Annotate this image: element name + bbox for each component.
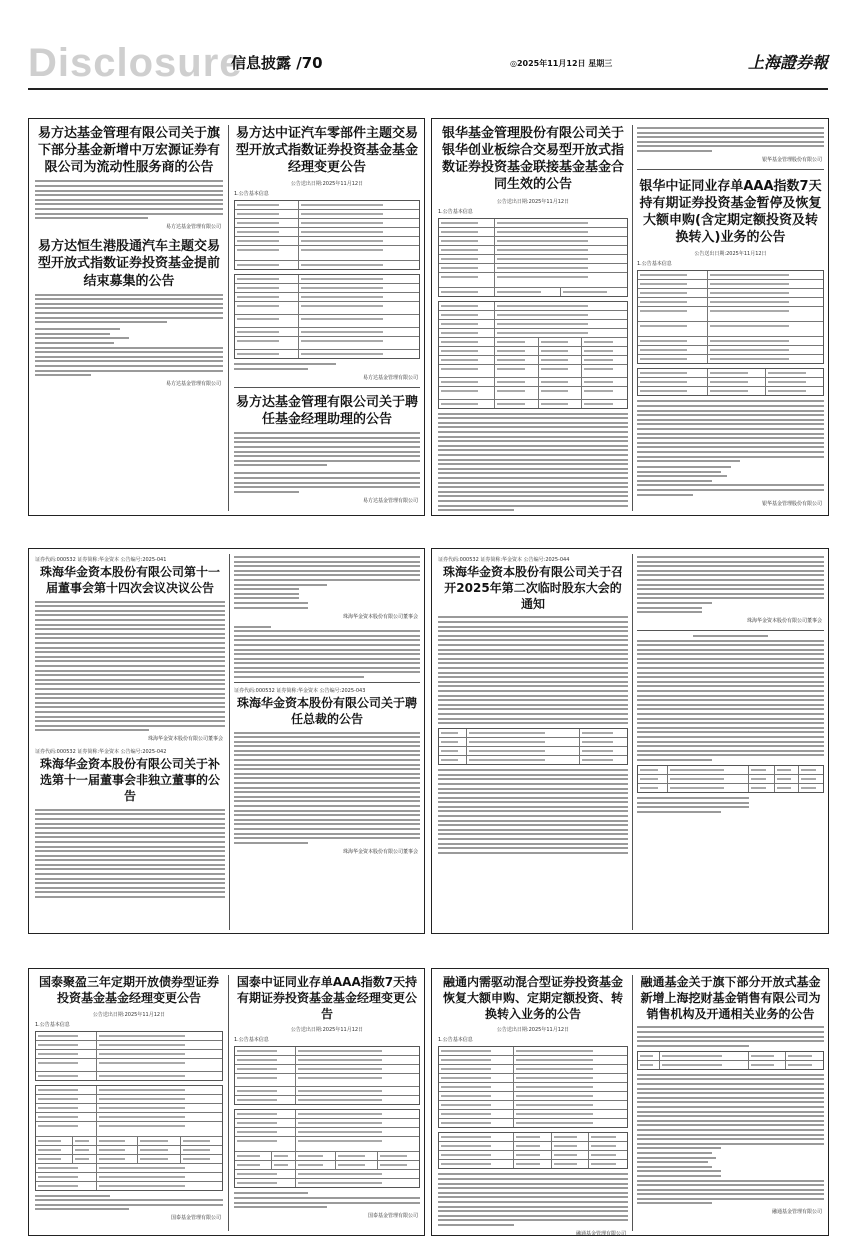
- column-divider: [228, 125, 229, 511]
- body-text: [637, 127, 824, 152]
- announcement-signature: 银华基金管理股份有限公司: [761, 156, 822, 163]
- announcement-signature: 易方达基金管理有限公司: [165, 224, 221, 231]
- column-divider: [228, 975, 229, 1231]
- announcement-title: 珠海华金资本股份有限公司关于聘任总裁的公告: [236, 695, 417, 726]
- announcement-title: 易方达基金管理有限公司关于旗下部分基金新增中万宏源证券有限公司为流动性服务商的公告: [37, 126, 220, 176]
- panel-huajin-board: [28, 548, 425, 934]
- panel-rongtong-left-column: [438, 975, 628, 1238]
- announcement-subtitle: 公告送出日期:2025年11月12日: [290, 1027, 364, 1034]
- column-divider: [632, 554, 633, 930]
- body-text: [234, 556, 420, 609]
- panel-yinhua-right-column: [637, 125, 824, 511]
- panel-huajin-meeting-right-column: [637, 554, 824, 930]
- info-table: [438, 1046, 628, 1128]
- panel-guotai-left-column: [35, 975, 223, 1231]
- announcement-signature: 融通基金管理有限公司: [771, 1209, 822, 1216]
- body-text: [637, 1074, 824, 1205]
- table-caption: 1.公告基本信息: [234, 191, 269, 198]
- column-divider: [229, 554, 230, 930]
- info-table: [438, 218, 628, 297]
- info-table: [637, 368, 824, 396]
- announcement-signature: 珠海华金资本股份有限公司董事会: [342, 848, 418, 855]
- panel-yinhua-left-column: [438, 125, 628, 511]
- body-text: [438, 616, 628, 724]
- column-divider: [632, 975, 633, 1231]
- body-text: [438, 769, 628, 854]
- table-caption: 1.公告基本信息: [637, 261, 672, 268]
- dateline: ◎2025年11月12日 星期三: [510, 59, 613, 68]
- announcement-title: 国泰聚盈三年定期开放债券型证券投资基金基金经理变更公告: [38, 975, 219, 1005]
- announcement-signature: 易方达基金管理有限公司: [362, 375, 418, 382]
- panel-guotai: [28, 968, 425, 1236]
- body-text: [637, 1026, 824, 1046]
- announcement-title: 珠海华金资本股份有限公司关于召开2025年第二次临时股东大会的通知: [442, 565, 623, 611]
- brand-logo: Disclosure: [28, 41, 243, 85]
- announcement-signature: 易方达基金管理有限公司: [362, 497, 418, 504]
- body-text: [35, 294, 223, 377]
- info-table: [438, 301, 628, 409]
- fund-table: [637, 1051, 824, 1070]
- panel-rongtong: [431, 968, 829, 1236]
- security-code-line: 证券代码:000532 证券简称:华金资本 公告编号:2025-041: [35, 557, 167, 563]
- body-text: [234, 626, 420, 679]
- info-table: [234, 274, 420, 359]
- announcement-title: 易方达恒生港股通汽车主题交易型开放式指数证券投资基金提前结束募集的公告: [37, 239, 220, 289]
- info-table: [35, 1031, 223, 1081]
- section-divider: [234, 682, 420, 683]
- body-text: [234, 363, 420, 370]
- announcement-signature: 国泰基金管理有限公司: [367, 1213, 418, 1220]
- section-divider: [637, 630, 824, 631]
- voting-table: [637, 765, 824, 793]
- announcement-signature: 珠海华金资本股份有限公司董事会: [147, 736, 223, 743]
- body-text: [35, 1195, 223, 1211]
- body-text: [438, 413, 628, 511]
- announcement-signature: 国泰基金管理有限公司: [170, 1215, 221, 1222]
- info-table: [234, 200, 420, 270]
- announcement-signature: 珠海华金资本股份有限公司董事会: [746, 618, 822, 625]
- panel-rongtong-right-column: [637, 975, 824, 1231]
- column-divider: [632, 125, 633, 511]
- body-text: [637, 797, 824, 813]
- body-text: [234, 732, 420, 844]
- announcement-signature: 融通基金管理有限公司: [575, 1231, 626, 1238]
- info-table: [637, 270, 824, 364]
- body-text: [637, 556, 824, 613]
- body-text: [35, 180, 223, 219]
- panel-huajin-meeting: [431, 548, 829, 934]
- announcement-subtitle: 公告送出日期:2025年11月12日: [694, 251, 767, 258]
- security-code-line: 证券代码:000532 证券简称:华金资本 公告编号:2025-044: [438, 557, 570, 563]
- body-text: [35, 601, 225, 732]
- table-caption: 1.公告基本信息: [438, 1037, 473, 1044]
- announcement-title: 银华中证同业存单AAA指数7天持有期证券投资基金暂停及恢复大额申购(含定期定额投资及转换转入)业务的公告: [639, 178, 822, 246]
- announcement-title: 珠海华金资本股份有限公司关于补选第十一届董事会非独立董事的公告: [39, 757, 220, 803]
- section-divider: [637, 169, 824, 170]
- panel-efund-left-column: [35, 125, 223, 511]
- announcement-signature: 银华基金管理股份有限公司: [761, 500, 822, 507]
- panel-huajin-board-left-column: [35, 554, 225, 930]
- body-text: [637, 400, 824, 495]
- announcement-title: 银华基金管理股份有限公司关于银华创业板综合交易型开放式指数证券投资基金联接基金基金合同生效的公告: [441, 126, 624, 193]
- panel-efund: [28, 118, 425, 516]
- panel-yinhua: [431, 118, 829, 516]
- section-title: 信息披露 /70: [231, 54, 323, 72]
- section-divider: [234, 387, 420, 388]
- proposal-table: [438, 728, 628, 765]
- announcement-subtitle: 公告送出日期:2025年11月12日: [496, 198, 570, 205]
- info-table: [438, 1132, 628, 1169]
- announcement-title: 易方达中证汽车零部件主题交易型开放式指数证券投资基金基金经理变更公告: [236, 126, 419, 176]
- info-table: [234, 1109, 420, 1188]
- masthead: [28, 40, 828, 86]
- panel-huajin-meeting-left-column: [438, 554, 628, 930]
- announcement-subtitle: 公告送出日期:2025年11月12日: [290, 181, 364, 188]
- panel-efund-right-column: [234, 125, 420, 511]
- masthead-rule: [28, 88, 828, 90]
- announcement-title: 国泰中证同业存单AAA指数7天持有期证券投资基金基金经理变更公告: [236, 975, 418, 1021]
- table-caption: 1.公告基本信息: [35, 1021, 70, 1028]
- announcement-title: 易方达基金管理有限公司关于聘任基金经理助理的公告: [236, 394, 419, 428]
- body-text: [234, 432, 420, 493]
- announcement-signature: 珠海华金资本股份有限公司董事会: [342, 613, 418, 620]
- announcement-signature: 易方达基金管理有限公司: [165, 381, 221, 388]
- table-caption: 1.公告基本信息: [438, 208, 473, 215]
- announcement-title: 珠海华金资本股份有限公司第十一届董事会第十四次会议决议公告: [39, 565, 220, 595]
- panel-guotai-right-column: [234, 975, 420, 1231]
- body-text: [35, 809, 225, 898]
- announcement-title: 融通基金关于旗下部分开放式基金新增上海挖财基金销售有限公司为销售机构及开通相关业务的公告: [640, 975, 821, 1021]
- body-text: [438, 1173, 628, 1226]
- table-caption: 1.公告基本信息: [234, 1037, 269, 1044]
- panel-huajin-board-right-column: [234, 554, 420, 930]
- info-table: [35, 1085, 223, 1191]
- newspaper-name: 上海證券報: [747, 53, 828, 72]
- body-text: [234, 1192, 420, 1208]
- announcement-title: 融通内需驱动混合型证券投资基金恢复大额申购、定期定额投资、转换转入业务的公告: [442, 975, 623, 1021]
- security-code-line: 证券代码:000532 证券简称:华金资本 公告编号:2025-042: [35, 749, 167, 756]
- announcement-subtitle: 公告送出日期:2025年11月12日: [496, 1027, 570, 1034]
- body-text: [637, 635, 824, 761]
- announcement-subtitle: 公告送出日期:2025年11月12日: [92, 1011, 166, 1018]
- info-table: [234, 1046, 420, 1105]
- security-code-line: 证券代码:000532 证券简称:华金资本 公告编号:2025-043: [234, 687, 366, 694]
